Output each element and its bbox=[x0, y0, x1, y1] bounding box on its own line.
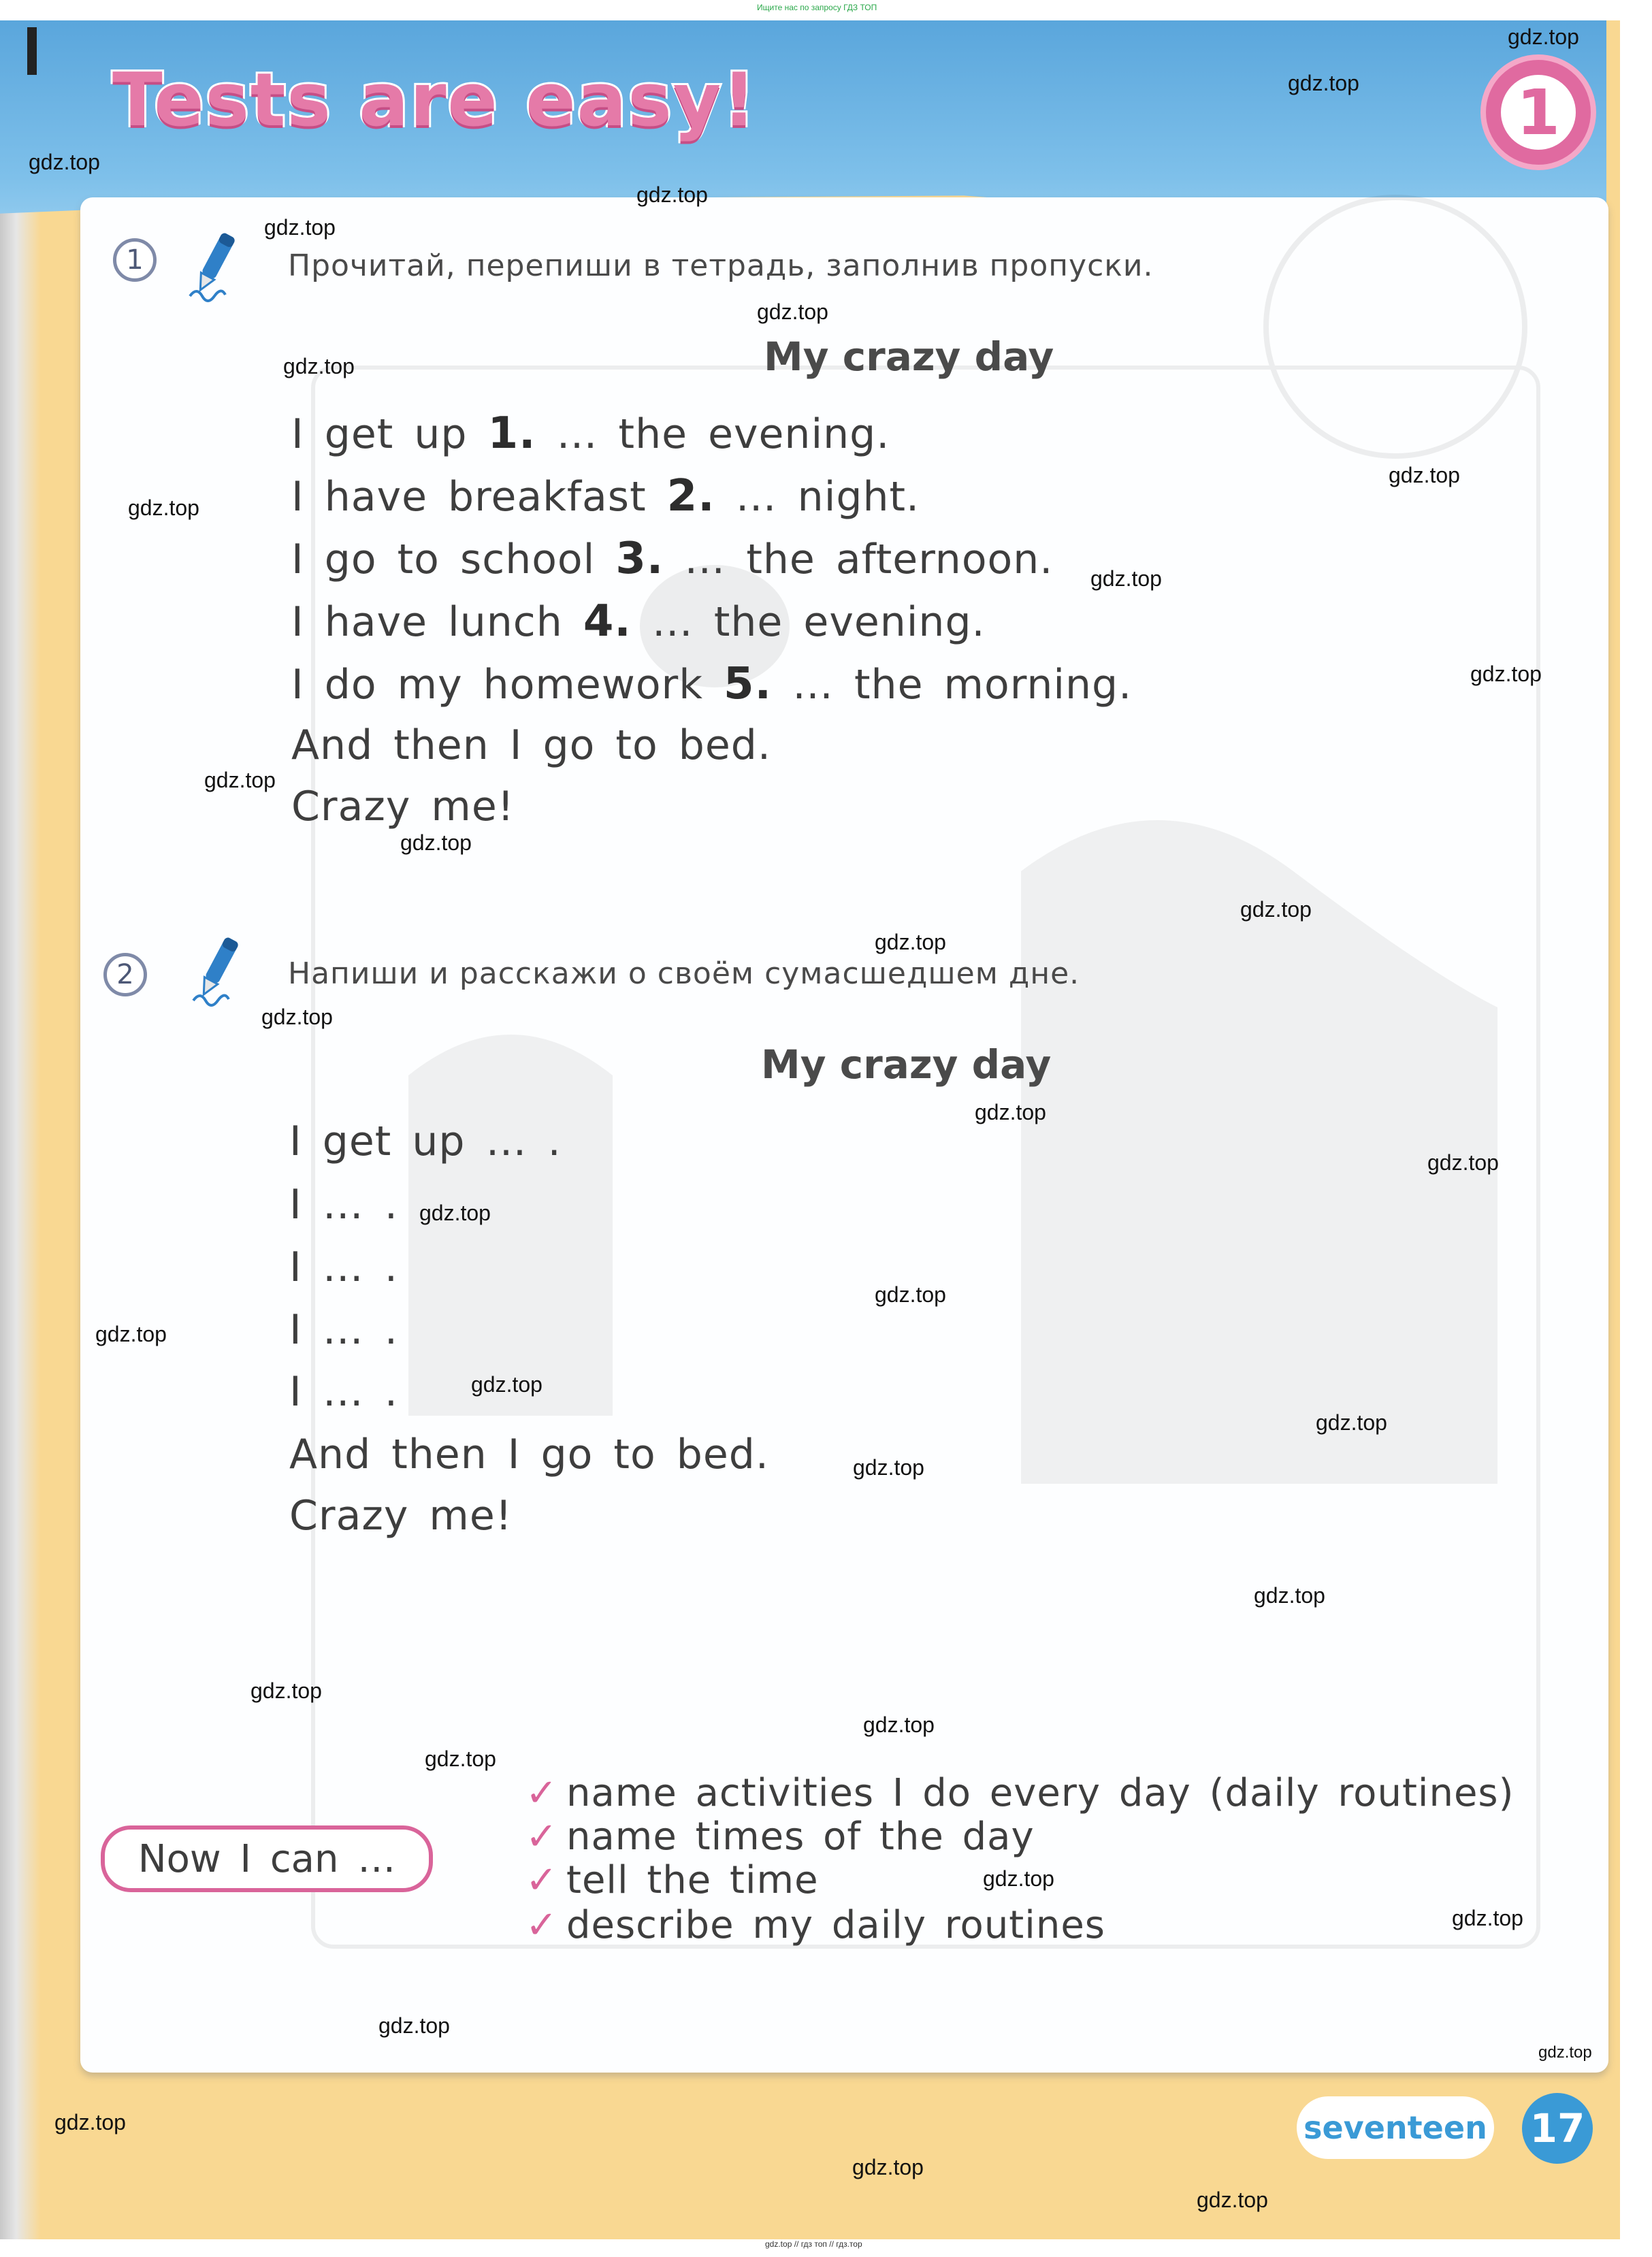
watermark: gdz.top bbox=[1452, 1906, 1523, 1930]
watermark: gdz.top bbox=[852, 2155, 924, 2179]
watermark: gdz.top bbox=[1508, 25, 1579, 49]
page-edge bbox=[0, 20, 41, 2239]
page-title: Tests are easy! bbox=[112, 58, 758, 143]
can-item-2: ✓ name times of the day bbox=[525, 1815, 1035, 1859]
ex2-line-3: I … . bbox=[289, 1244, 398, 1291]
ex1-line-6: And then I go to bed. bbox=[291, 721, 771, 769]
can-item-4: ✓ describe my daily routines bbox=[525, 1903, 1105, 1947]
ex1-line-2: I have breakfast 2. … night. bbox=[291, 471, 920, 521]
watermark: gdz.top bbox=[1254, 1583, 1325, 1608]
watermark: gdz.top bbox=[1470, 662, 1542, 686]
watermark: gdz.top bbox=[1240, 897, 1312, 922]
page-number-word: seventeen bbox=[1297, 2096, 1494, 2159]
watermark: gdz.top bbox=[983, 1866, 1054, 1891]
watermark: gdz.top bbox=[419, 1201, 491, 1225]
bottom-note: gdz.top // гдз топ // гдз.тор bbox=[765, 2239, 862, 2249]
watermark: gdz.top bbox=[264, 215, 336, 240]
ex1-line-7: Crazy me! bbox=[291, 783, 515, 830]
exercise-2-number: 2 bbox=[103, 953, 147, 996]
watermark: gdz.top bbox=[54, 2110, 126, 2134]
check-icon: ✓ bbox=[525, 1858, 558, 1902]
check-icon: ✓ bbox=[525, 1771, 558, 1815]
ex2-line-1: I get up … . bbox=[289, 1118, 562, 1165]
watermark: gdz.top bbox=[757, 299, 828, 324]
watermark: gdz.top bbox=[400, 830, 472, 855]
watermark: gdz.top bbox=[261, 1005, 333, 1029]
watermark: gdz.top bbox=[853, 1455, 924, 1480]
exercise-1-instruction: Прочитай, перепиши в тетрадь, заполнив пропуски. bbox=[288, 248, 1154, 283]
ex2-line-5: I … . bbox=[289, 1368, 398, 1416]
watermark: gdz.top bbox=[975, 1100, 1046, 1124]
watermark: gdz.top bbox=[1538, 2043, 1592, 2062]
now-i-can-label: Now I can … bbox=[101, 1825, 433, 1892]
watermark: gdz.top bbox=[1427, 1150, 1499, 1175]
ex1-line-1: I get up 1. … the evening. bbox=[291, 408, 890, 459]
unit-badge bbox=[1480, 54, 1596, 170]
check-icon: ✓ bbox=[525, 1903, 558, 1947]
can-item-3: ✓ tell the time bbox=[525, 1858, 819, 1902]
watermark: gdz.top bbox=[204, 768, 276, 792]
ex1-line-4: I have lunch 4. … the evening. bbox=[291, 596, 986, 647]
watermark: gdz.top bbox=[425, 1747, 496, 1771]
watermark: gdz.top bbox=[29, 150, 100, 174]
ex2-line-2: I … . bbox=[289, 1181, 398, 1229]
watermark: gdz.top bbox=[875, 930, 946, 954]
exercise-1-number: 1 bbox=[113, 238, 157, 282]
watermark: gdz.top bbox=[95, 1322, 167, 1346]
unit-number: 1 bbox=[1501, 75, 1576, 150]
ex2-line-4: I … . bbox=[289, 1306, 398, 1354]
watermark: gdz.top bbox=[1389, 463, 1460, 487]
pen-icon bbox=[187, 228, 242, 303]
ex2-line-6: And then I go to bed. bbox=[289, 1431, 769, 1478]
ex1-line-3: I go to school 3. … the afternoon. bbox=[291, 534, 1054, 584]
page-number: 17 bbox=[1522, 2093, 1593, 2164]
check-icon: ✓ bbox=[525, 1815, 558, 1859]
watermark: gdz.top bbox=[471, 1372, 542, 1397]
watermark: gdz.top bbox=[636, 182, 708, 207]
can-item-1: ✓ name activities I do every day (daily routines) bbox=[525, 1771, 1515, 1815]
watermark: gdz.top bbox=[875, 1282, 946, 1307]
watermark: gdz.top bbox=[283, 354, 355, 378]
watermark: gdz.top bbox=[378, 2013, 450, 2038]
watermark: gdz.top bbox=[1090, 566, 1162, 591]
watermark: gdz.top bbox=[1288, 71, 1359, 95]
exercise-2-instruction: Напиши и расскажи о своём сумасшедшем дне. bbox=[288, 956, 1080, 991]
exercise-1-poem-title: My crazy day bbox=[764, 334, 1054, 380]
watermark: gdz.top bbox=[1197, 2188, 1268, 2212]
watermark: gdz.top bbox=[1316, 1410, 1387, 1435]
watermark: gdz.top bbox=[250, 1678, 322, 1703]
watermark: gdz.top bbox=[863, 1712, 935, 1737]
ex1-line-5: I do my homework 5. … the morning. bbox=[291, 659, 1133, 709]
top-note: Ищите нас по запросу ГДЗ ТОП bbox=[757, 3, 877, 12]
binding-mark bbox=[27, 27, 37, 75]
ex2-line-7: Crazy me! bbox=[289, 1492, 513, 1540]
watermark: gdz.top bbox=[128, 496, 199, 520]
pen-icon bbox=[191, 932, 245, 1007]
exercise-2-poem-title: My crazy day bbox=[761, 1041, 1052, 1088]
